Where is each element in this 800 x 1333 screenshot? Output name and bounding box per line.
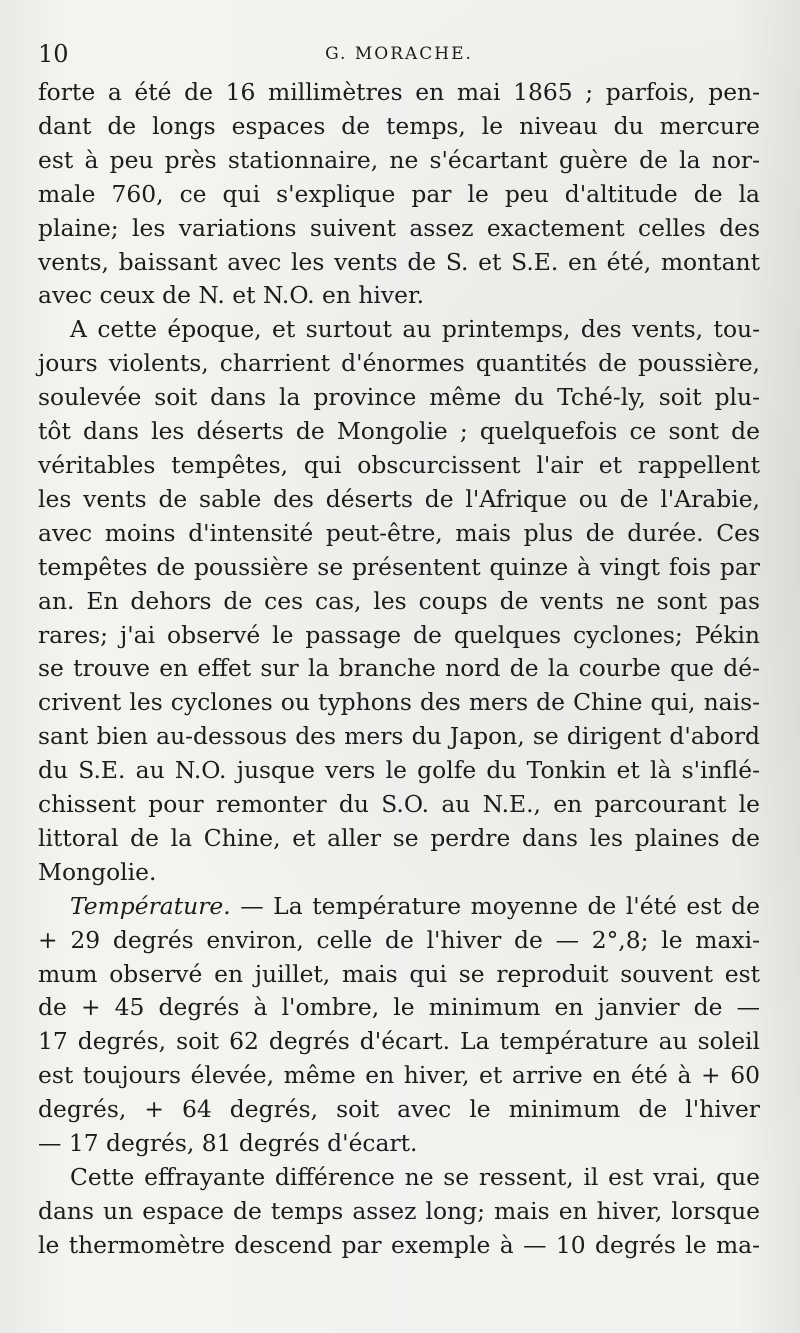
- text-line: plaine; les variations suivent assez exactement celles des: [38, 213, 760, 242]
- text-line: A cette époque, et surtout au printemps, des vents, tou-: [70, 315, 760, 344]
- text-line: chissent pour remonter du S.O. au N.E., en parcourant le: [38, 790, 760, 819]
- text-line: crivent les cyclones ou typhons des mers de Chine qui, nais-: [38, 688, 760, 717]
- text-line: dans un espace de temps assez long; mais en hiver, lorsque: [38, 1196, 760, 1225]
- page-number: 10: [38, 40, 69, 68]
- text-fragment: — La température moyenne de l'été est de: [230, 891, 760, 920]
- text-line: dant de longs espaces de temps, le niveau du mercure: [38, 111, 760, 140]
- text-line: [38, 890, 760, 924]
- body-text: [38, 76, 760, 1263]
- text-line: jours violents, charrient d'énormes quantités de poussière,: [38, 349, 760, 378]
- running-title: G. MORACHE.: [325, 44, 473, 64]
- text-line: est toujours élevée, même en hiver, et arrive en été à + 60: [38, 1061, 760, 1090]
- paragraph-temperature: [38, 890, 760, 1161]
- text-line: an. En dehors de ces cas, les coups de vents ne sont pas: [38, 586, 760, 615]
- text-line: avec moins d'intensité peut-être, mais plus de durée. Ces: [38, 518, 760, 547]
- text-line: forte a été de 16 millimètres en mai 1865 ; parfois, pen-: [38, 78, 760, 106]
- text-line: soulevée soit dans la province même du Tché-ly, soit plu-: [38, 383, 760, 412]
- text-line: degrés, + 64 degrés, soit avec le minimum de l'hiver: [38, 1095, 760, 1124]
- section-label-temperature: Température.: [70, 891, 231, 920]
- running-head: [38, 36, 760, 76]
- text-line: male 760, ce qui s'explique par le peu d'altitude de la: [38, 179, 760, 208]
- text-line: tempêtes de poussière se présentent quinze à vingt fois par: [38, 552, 760, 581]
- text-line: + 29 degrés environ, celle de l'hiver de — 2°,8; le maxi-: [38, 925, 760, 954]
- text-line: Cette effrayante différence ne se ressent, il est vrai, que: [70, 1163, 760, 1191]
- paragraph-difference: [38, 1161, 760, 1263]
- paragraph-winds: [38, 313, 760, 889]
- paragraph-barometer: [38, 76, 760, 313]
- text-line: les vents de sable des déserts de l'Afrique ou de l'Arabie,: [38, 484, 760, 513]
- text-line: de + 45 degrés à l'ombre, le minimum en janvier de —: [38, 993, 760, 1022]
- text-line: du S.E. au N.O. jusque vers le golfe du Tonkin et là s'inflé-: [38, 756, 760, 785]
- text-line: Mongolie.: [38, 857, 157, 886]
- text-line: est à peu près stationnaire, ne s'écartant guère de la nor-: [38, 145, 760, 174]
- text-line: véritables tempêtes, qui obscurcissent l'air et rappellent: [38, 450, 760, 479]
- text-line: — 17 degrés, 81 degrés d'écart.: [38, 1129, 418, 1158]
- text-line: se trouve en effet sur la branche nord de la courbe que dé-: [38, 654, 760, 683]
- text-line: 17 degrés, soit 62 degrés d'écart. La température au soleil: [38, 1027, 760, 1056]
- text-line: vents, baissant avec les vents de S. et S.E. en été, montant: [38, 247, 760, 276]
- text-line: tôt dans les déserts de Mongolie ; quelquefois ce sont de: [38, 417, 760, 446]
- text-line: avec ceux de N. et N.O. en hiver.: [38, 281, 425, 310]
- text-line: le thermomètre descend par exemple à — 10 degrés le ma-: [38, 1230, 760, 1259]
- text-line: rares; j'ai observé le passage de quelques cyclones; Pékin: [38, 620, 760, 649]
- text-line: mum observé en juillet, mais qui se reproduit souvent est: [38, 959, 760, 988]
- text-line: littoral de la Chine, et aller se perdre dans les plaines de: [38, 823, 760, 852]
- text-line: sant bien au-dessous des mers du Japon, se dirigent d'abord: [38, 722, 760, 751]
